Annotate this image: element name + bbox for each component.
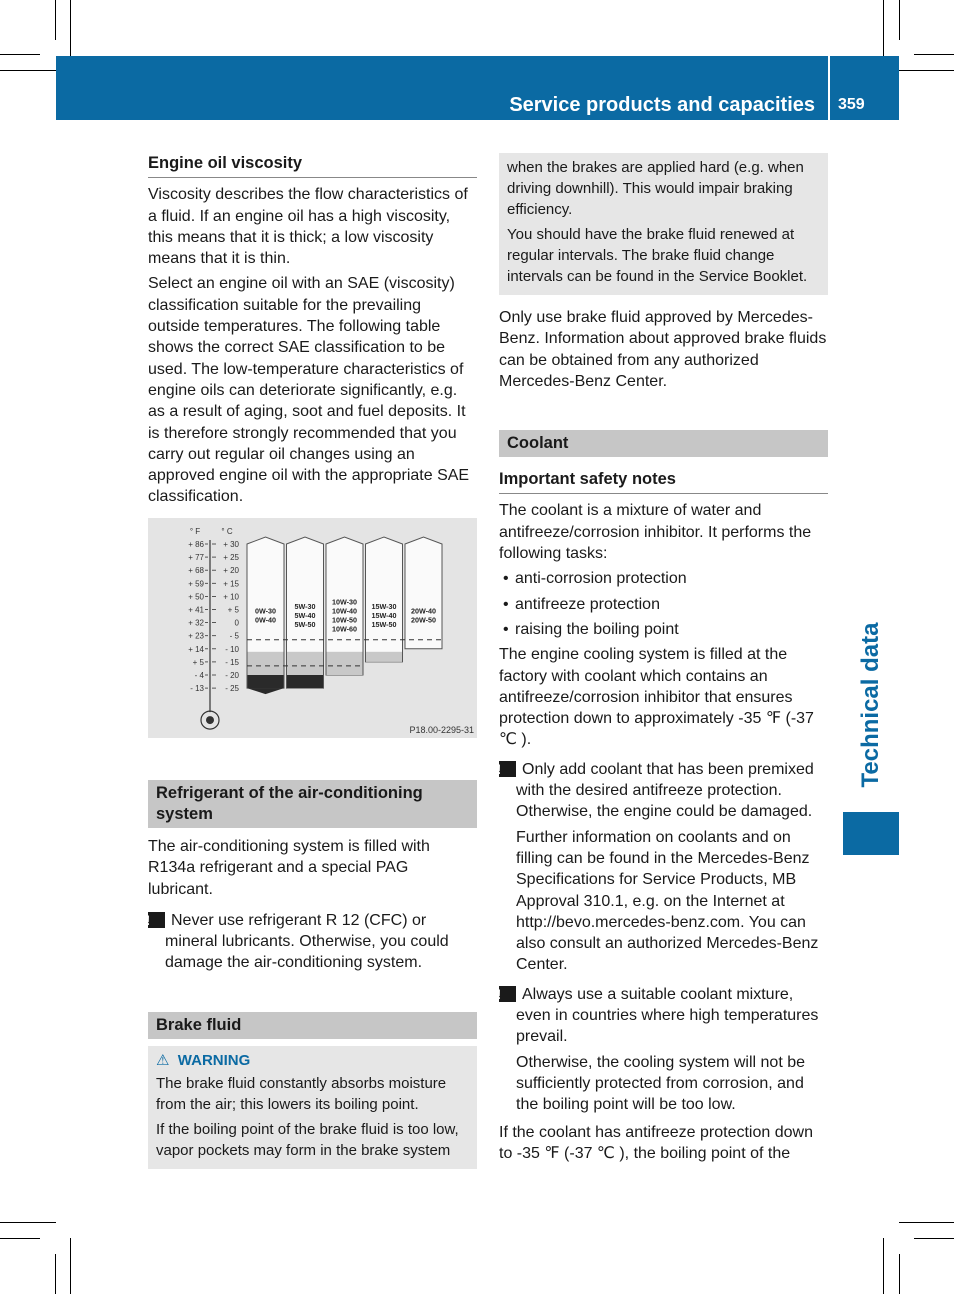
- left-column: [148, 153, 477, 512]
- viscosity-grade-label: 15W-40: [371, 611, 397, 621]
- f-tick-label: - 4: [194, 671, 204, 680]
- celsius-axis-label: ° C: [221, 527, 233, 536]
- refrigerant-heading: Refrigerant of the air-conditioning system: [148, 780, 477, 828]
- crop-mark: [914, 1238, 954, 1239]
- viscosity-bar: [405, 537, 442, 649]
- coolant-paragraph-3: If the coolant has antifreeze protection down to -35 ℉ (-37 ℃ ), the boiling point of the: [499, 1123, 813, 1162]
- c-tick-label: - 20: [225, 671, 239, 680]
- f-tick-label: + 14: [188, 644, 204, 654]
- coolant-note-1-text: Only add coolant that has been premixed with the desired antifreeze protection. Otherwise, the engine could be damaged.: [516, 760, 814, 821]
- crop-mark: [914, 54, 954, 55]
- viscosity-grade-label: 0W-40: [254, 615, 277, 625]
- c-tick-label: + 10: [223, 592, 239, 602]
- engine-oil-paragraph-2: Select an engine oil with an SAE (viscosity) classification suitable for the prevailing outside temperatures. The following table shows the correct SAE classification to be used. The low-temperature characteristics of engine oils can deteriorate significantly, e.g. as a result of aging, soot and fuel deposits. It is therefore strongly recommended that you carry out regular oil changes using an approved engine oil with the appropriate SAE classification.: [148, 275, 470, 506]
- engine-oil-paragraph-1: Viscosity describes the flow characteristics of a fluid. If an engine oil has a high viscosity, this means that it is thick; a low viscosity means that it is thin.: [148, 186, 468, 268]
- f-tick-label: + 50: [188, 592, 204, 602]
- crop-mark: [0, 1222, 56, 1223]
- warning-header: [156, 1050, 469, 1071]
- f-tick-label: + 5: [192, 657, 204, 667]
- viscosity-grade-label: 0W-30: [254, 606, 277, 616]
- viscosity-grade-label: 10W-40: [331, 606, 358, 616]
- c-tick-label: - 5: [229, 631, 239, 641]
- viscosity-grade-label: 10W-50: [331, 615, 358, 625]
- refrigerant-note: [145, 910, 477, 974]
- crop-mark: [883, 0, 884, 56]
- list-item: • antifreeze protection: [499, 594, 828, 615]
- c-tick-label: + 30: [223, 540, 239, 549]
- crop-mark: [883, 1238, 884, 1294]
- viscosity-grade-label: 10W-30: [331, 597, 358, 607]
- brake-fluid-paragraph: Only use brake fluid approved by Mercedes-Benz. Information about approved brake fluids can be obtained from any authorized Mercedes-Benz Center.: [499, 309, 827, 390]
- viscosity-grade-label: 15W-50: [371, 620, 397, 630]
- crop-mark: [899, 0, 900, 40]
- coolant-note-1: [496, 759, 828, 823]
- f-tick-label: + 59: [188, 579, 204, 589]
- f-tick-label: + 32: [188, 618, 204, 628]
- warning-label: WARNING: [177, 1051, 251, 1069]
- crop-mark: [899, 70, 954, 71]
- c-tick-label: - 15: [225, 657, 239, 667]
- viscosity-grade-label: 10W-60: [331, 624, 358, 634]
- viscosity-grade-label: 5W-30: [294, 602, 316, 612]
- safety-notes-heading: Important safety notes: [499, 469, 828, 494]
- exclamation-icon: !: [148, 912, 165, 928]
- f-tick-label: + 68: [188, 566, 204, 576]
- refrigerant-paragraph: The air-conditioning system is filled with R134a refrigerant and a special PAG lubricant.: [148, 838, 430, 898]
- right-column: [496, 153, 828, 1168]
- c-tick-label: + 25: [223, 553, 239, 563]
- crop-mark: [0, 54, 40, 55]
- engine-oil-heading: Engine oil viscosity: [148, 153, 477, 178]
- viscosity-chart-svg: [148, 518, 477, 738]
- viscosity-chart: [148, 518, 477, 738]
- f-tick-label: + 23: [188, 631, 204, 641]
- c-tick-label: 0: [234, 618, 239, 628]
- coolant-paragraph-1: The coolant is a mixture of water and antifreeze/corrosion inhibitor. It performs the following tasks:: [499, 502, 812, 563]
- left-column-lower: [145, 780, 477, 1169]
- crop-mark: [55, 1254, 56, 1294]
- viscosity-grade-label: 15W-30: [371, 602, 397, 612]
- figure-id: P18.00-2295-31: [409, 725, 474, 735]
- f-tick-label: + 41: [188, 605, 204, 615]
- viscosity-bar-extreme-zone: [287, 675, 323, 688]
- brake-warning-text-3: when the brakes are applied hard (e.g. when driving downhill). This would impair braking efficiency.: [507, 159, 804, 218]
- brake-warning-text-2: If the boiling point of the brake fluid is too low, vapor pockets may form in the brake system: [156, 1120, 459, 1159]
- chapter-tab-marker: [843, 812, 899, 855]
- f-tick-label: - 13: [190, 684, 204, 694]
- coolant-note-1-continued: Further information on coolants and on filling can be found in the Mercedes-Benz Specifications for Service Products, MB Approval 310.1, e.g. on the Internet at http://bevo.mercedes-benz.com. You can also consult an authorized Mercedes-Benz Center.: [516, 828, 819, 974]
- coolant-note-2-continued: Otherwise, the cooling system will not be sufficiently protected from corrosion, and the boiling point will be too low.: [516, 1053, 806, 1114]
- viscosity-bar-extreme-zone: [248, 675, 284, 688]
- thermometer-bulb-core: [206, 716, 214, 724]
- viscosity-grade-label: 20W-40: [410, 606, 437, 616]
- coolant-note-2: [496, 984, 828, 1048]
- header-divider: [828, 56, 830, 120]
- exclamation-icon: !: [499, 986, 516, 1002]
- viscosity-bar-cold-zone: [327, 652, 363, 675]
- f-tick-label: + 77: [188, 553, 204, 563]
- brake-warning-text-1: The brake fluid constantly absorbs moisture from the air; this lowers its boiling point.: [156, 1074, 447, 1113]
- brake-warning-box: [148, 1046, 477, 1169]
- c-tick-label: - 25: [225, 684, 239, 694]
- viscosity-bar-cold-zone: [366, 652, 402, 662]
- crop-mark: [0, 1238, 40, 1239]
- warning-triangle-icon: ⚠: [156, 1051, 170, 1069]
- page-title: Service products and capacities: [509, 94, 815, 116]
- chapter-tab-label: [843, 600, 899, 810]
- brake-warning-text-4: You should have the brake fluid renewed at regular intervals. The brake fluid change intervals can be found in the Service Booklet.: [507, 226, 808, 285]
- viscosity-bar: [366, 537, 403, 662]
- viscosity-bar-arrow: [247, 688, 284, 694]
- coolant-task-list: [499, 568, 828, 640]
- coolant-paragraph-2: The engine cooling system is filled at the factory with coolant which contains an antifreeze/corrosion inhibitor that ensures protection down to approximately -35 ℉ (-37 ℃ ).: [499, 646, 814, 749]
- f-tick-label: + 86: [188, 540, 204, 549]
- brake-fluid-heading: Brake fluid: [148, 1012, 477, 1039]
- exclamation-icon: !: [499, 761, 516, 777]
- crop-mark: [55, 0, 56, 40]
- c-tick-label: + 15: [223, 579, 239, 589]
- crop-mark: [70, 0, 71, 56]
- viscosity-grade-label: 5W-50: [294, 620, 316, 630]
- viscosity-grade-label: 20W-50: [410, 615, 437, 625]
- crop-mark: [899, 1254, 900, 1294]
- coolant-heading: Coolant: [499, 430, 828, 457]
- crop-mark: [0, 70, 56, 71]
- list-item: • anti-corrosion protection: [499, 568, 828, 589]
- list-item: • raising the boiling point: [499, 619, 828, 640]
- crop-mark: [899, 1222, 954, 1223]
- page-number: 359: [838, 96, 865, 113]
- c-tick-label: - 10: [225, 644, 239, 654]
- c-tick-label: + 20: [223, 566, 239, 576]
- c-tick-label: + 5: [227, 605, 239, 615]
- coolant-note-2-text: Always use a suitable coolant mixture, even in countries where high temperatures prevail.: [516, 985, 819, 1046]
- page-header: [56, 56, 899, 120]
- fahrenheit-axis-label: ° F: [189, 527, 201, 536]
- chapter-tab-text: Technical data: [857, 622, 884, 788]
- viscosity-grade-label: 5W-40: [294, 611, 316, 621]
- crop-mark: [70, 1238, 71, 1294]
- brake-warning-continued-box: [499, 153, 828, 295]
- refrigerant-note-text: Never use refrigerant R 12 (CFC) or mineral lubricants. Otherwise, you could damage the air-conditioning system.: [165, 911, 449, 972]
